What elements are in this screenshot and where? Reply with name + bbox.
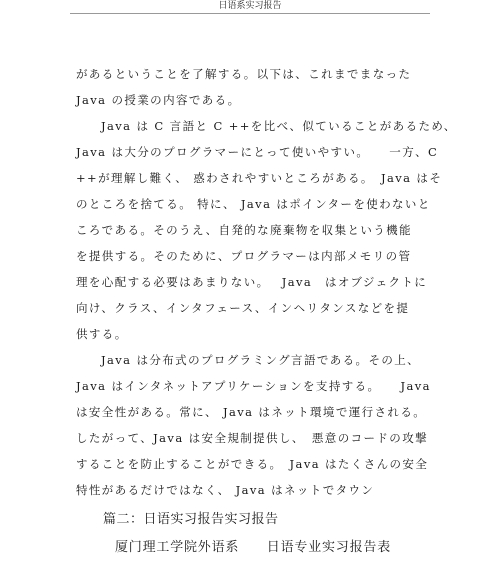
body-line: Java は C 言語と C ++を比べ、似ていることがあるため、 [101, 119, 457, 133]
body-line: Java は大分のプログラマーにとって使いやすい。 一方、C [76, 145, 439, 159]
page-header: 日语系实习报告 [218, 1, 282, 11]
body-line: を提供する。そのために、プログラマーは内部メモリの管 [76, 249, 412, 263]
body-line: は安全性がある。常に、 Java はネット環境で運行される。 [76, 405, 427, 419]
body-line: 特性があるだけではなく、 Java はネットでタウン [76, 483, 375, 497]
body-line: のところを捨てる。 特に、 Java はポインターを使わないと [76, 197, 431, 211]
header-divider [70, 13, 430, 14]
section-subtitle: 厦门理工学院外语系 日语专业实习报告表 [115, 540, 392, 555]
body-line: したがって、Java は安全規制提供し、 悪意のコードの攻撃 [76, 431, 428, 445]
body-line: することを防止することができる。 Java はたくさんの安全 [76, 457, 429, 471]
body-line: ++が理解し難く、 惑わされやすいところがある。 Java はそ [76, 171, 443, 185]
body-line: Java はインタネットアプリケーションを支持する。 Java [76, 379, 431, 393]
body-line: があるということを了解する。以下は、これまでまなった [76, 67, 412, 81]
body-line: Java は分布式のプログラミング言語である。その上、 [101, 353, 421, 367]
body-line: 向け、クラス、インタフェース、インヘリタンスなどを提 [76, 301, 410, 315]
body-line: Java の授業の内容である。 [76, 93, 241, 107]
body-line: 理を心配する必要はあまりない。 Java はオブジェクトに [76, 275, 428, 289]
body-line: ころである。そのうえ、自発的な廃棄物を収集という機能 [76, 223, 412, 237]
body-line: 供する。 [76, 327, 128, 341]
section-heading: 篇二：日语实习报告实习报告 [103, 512, 279, 527]
